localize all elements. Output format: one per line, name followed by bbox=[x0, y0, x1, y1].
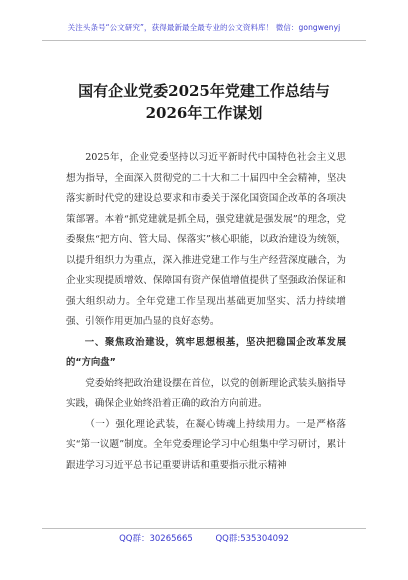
section-1-paragraph: 党委始终把政治建设摆在首位，以党的创新理论武装头脑指导实践，确保企业始终沿着正确的政治方向前进。 bbox=[66, 377, 346, 409]
document-body bbox=[66, 148, 346, 476]
subsection-1-paragraph: （一）强化理论武装，在凝心铸魂上持续用力。一是严格落实“第一议题”制度。全年党委理论学习中心组集中学习研讨，累计跟进学习习近平总书记重要讲话和重要指示批示精神 bbox=[66, 418, 346, 471]
footer-divider bbox=[42, 528, 366, 529]
footer-qq-group-1: QQ群：30265665 bbox=[119, 534, 193, 544]
header-divider bbox=[42, 40, 366, 41]
document-title-line-1: 国有企业党委2025年党建工作总结与 bbox=[78, 82, 330, 100]
watermark-header: 关注头条号“公文研究”，获得最新最全最专业的公文资料库！ 微信：gongwenyj bbox=[67, 23, 341, 32]
document-title-line-2: 2026年工作谋划 bbox=[145, 104, 263, 122]
section-1-heading: 一、聚焦政治建设，筑牢思想根基，坚决把稳国企改革发展的“方向盘” bbox=[66, 336, 346, 368]
footer-qq-group-2: QQ群:535304092 bbox=[215, 534, 289, 544]
intro-paragraph: 2025年，企业党委坚持以习近平新时代中国特色社会主义思想为指导，全面深入贯彻党的二十大和二十届四中全会精神，坚决落实新时代党的建设总要求和市委关于深化国资国企改革的各项决策部署。本着“抓党建就是抓全局，强党建就是强发展”的理念，党委聚焦“把方向、管大局、保落实”核心职能，以政治建设为统领，以提升组织力为重点，深入推进党建工作与生产经营深度融合，为企业实现提质增效、保障国有资产保值增值提供了坚强政治保证和强大组织动力。全年党建工作呈现出基础更加坚实、活力持续增强、引领作用更加凸显的良好态势。 bbox=[66, 152, 346, 327]
footer-contact bbox=[0, 532, 408, 544]
